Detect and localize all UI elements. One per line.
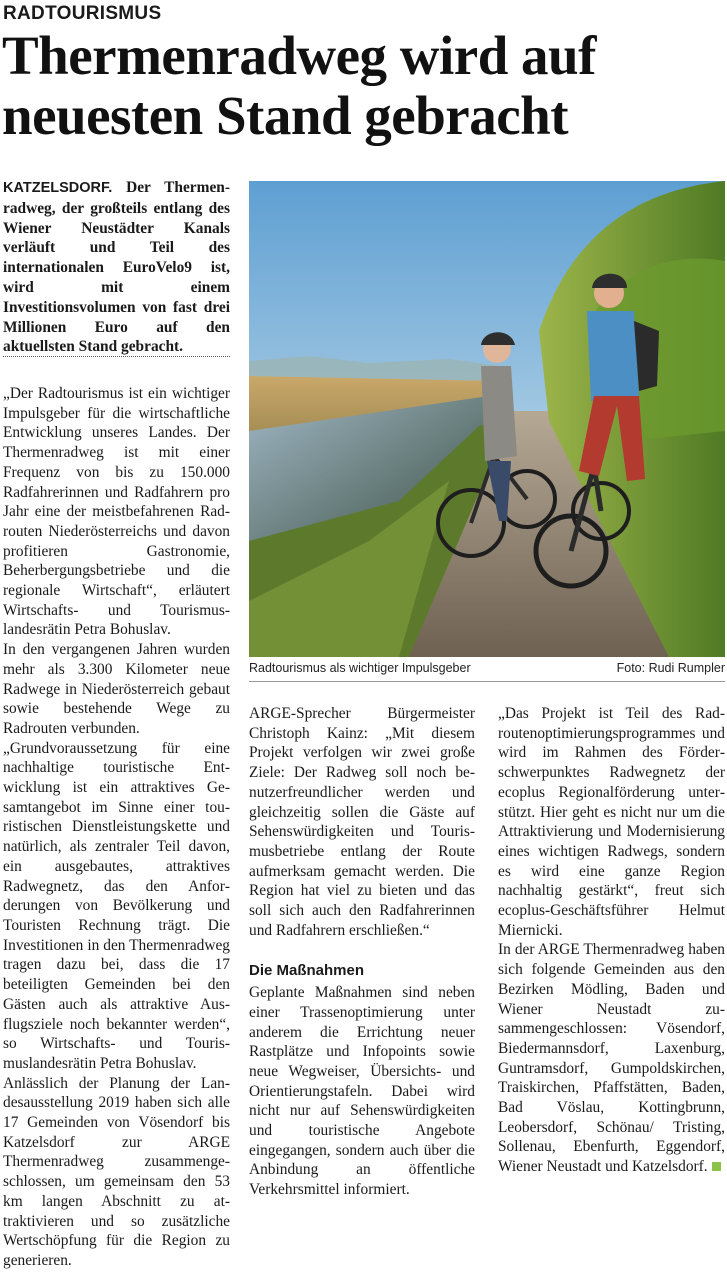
body-paragraph: „Der Radtourismus ist ein wichtiger Impulsgeber für die wirtschaftliche Entwicklung unseres Landes. Der Thermenradweg ist mit einer Frequenz von bis zu 150.000 Radfahrerinnen und Radfahrern pro Jahr eine der meistbefahrenen Radrouten Niederösterreichs und davon profitieren Gastronomie, Beherbergungsbetriebe und die regionale Wirtschaft“, erläutert Wirtschafts- und Tourismuslandesrätin Petra Bohuslav. — [3, 385, 230, 639]
body-paragraph-final — [498, 940, 725, 1176]
lead-divider — [3, 356, 230, 357]
column-1 — [3, 384, 230, 1271]
lead-paragraph — [3, 178, 230, 357]
caption-rule — [249, 681, 725, 682]
column-3 — [498, 704, 725, 1177]
body-paragraph: Geplante Maßnahmen sind neben einer Trassenoptimierung unter anderem die Errichtung neuer Rastplätze und Infopoints sowie neue Wegweiser, Übersichts- und Orientierungstafeln. Dabei wird nicht nur auf Sehenswürdigkeiten und touristische Angebote eingegangen, sondern auch über die Anbindung an öffentliche Verkehrsmittel informiert. — [249, 984, 475, 1199]
body-paragraph: „Das Projekt ist Teil des Radroutenoptimierungsprogrammes und wird im Rahmen des Förderschwerpunktes Radwegnetz der ecoplus Regionalförderung unterstützt. Hier geht es nicht nur um die Attraktivierung und Modernisierung eines wichtigen Radwegs, sondern es wird eine ganze Region nachhaltig gestärkt“, freut sich ecoplus-Geschäftsführer Helmut Miernicki. — [498, 705, 725, 939]
column-2 — [249, 704, 475, 1200]
headline-line-2: neuesten Stand gebracht — [2, 85, 569, 146]
dateline: KATZELSDORF. — [3, 180, 113, 196]
lead-text: Der Thermenradweg, der großteils entlang des Wiener Neustädter Kanals verläuft und Teil des internationalen EuroVelo9 ist, wird mit einem Investitionsvolumen von fast drei Millionen Euro auf den aktuellsten Stand gebracht. — [3, 179, 230, 356]
end-mark-icon — [712, 1162, 721, 1171]
photo-caption — [249, 661, 725, 675]
final-text: In der ARGE Thermenradweg haben sich folgende Gemeinden aus den Bezirken Mödling, Baden und Wiener Neustadt zusammengeschlossen: Vösendorf, Biedermannsdorf, Laxenburg, Guntramsdorf, Gumpoldskirchen, Traiskirchen, Pfaffstätten, Baden, Bad Vöslau, Kottingbrunn, Leobersdorf, Schönau/ Tristing, Sollenau, Ebenfurth, Eggendorf, Wiener Neustadt und Katzelsdorf. — [498, 941, 725, 1176]
body-paragraph: „Grundvoraussetzung für eine nachhaltige touristische Entwicklung ist ein attraktives Gesamtangebot im Sinne einer touristischen Dienstleistungskette und natürlich, als zentraler Teil davon, ein ausgebautes, attraktives Radwegnetz, das den Anforderungen von Bevölkerung und Touristen Rechnung trägt. Die Investitionen in den Thermenradweg tragen dazu bei, dass die 17 beteiligten Gemeinden bei den Gästen auch als attraktive Ausflugsziele noch bekannter werden“, so Wirtschafts- und Tourismuslandesrätin Petra Bohuslav. — [3, 739, 230, 1072]
article-photo — [249, 181, 725, 657]
headline — [2, 26, 727, 146]
body-paragraph: In den vergangenen Jahren wurden mehr als 3.300 Kilometer neue Radwege in Niederösterreich gebaut sowie bestehende Wege zu Radrouten verbunden. — [3, 641, 230, 737]
headline-line-1: Thermenradweg wird auf — [2, 25, 596, 86]
caption-text: Radtourismus als wichtiger Impulsgeber — [249, 661, 471, 675]
cyclists-canal-photo — [249, 181, 725, 657]
section-kicker: RADTOURISMUS — [3, 3, 162, 24]
body-paragraph: Anlässlich der Planung der Landesausstellung 2019 haben sich alle 17 Gemeinden von Vösendorf bis Katzelsdorf zur ARGE Thermenradweg zusammengeschlossen, um gemeinsam den 53 km langen Abschnitt zu attraktivieren und so zusätzliche Wertschöpfung für die Region zu generieren. — [3, 1074, 230, 1269]
body-paragraph: ARGE-Sprecher Bürgermeister Christoph Kainz: „Mit diesem Projekt verfolgen wir zwei große Ziele: Der Radweg soll noch benutzerfreundlicher werden und gleichzeitig sollen die Gäste auf Sehenswürdigkeiten und Tourismusbetriebe entlang der Route aufmerksam gemacht werden. Die Region hat viel zu bieten und das soll sich auch den Radfahrerinnen und Radfahrern erschließen.“ — [249, 705, 475, 939]
photo-credit: Foto: Rudi Rumpler — [616, 661, 725, 675]
subheading: Die Maßnahmen — [249, 962, 365, 980]
